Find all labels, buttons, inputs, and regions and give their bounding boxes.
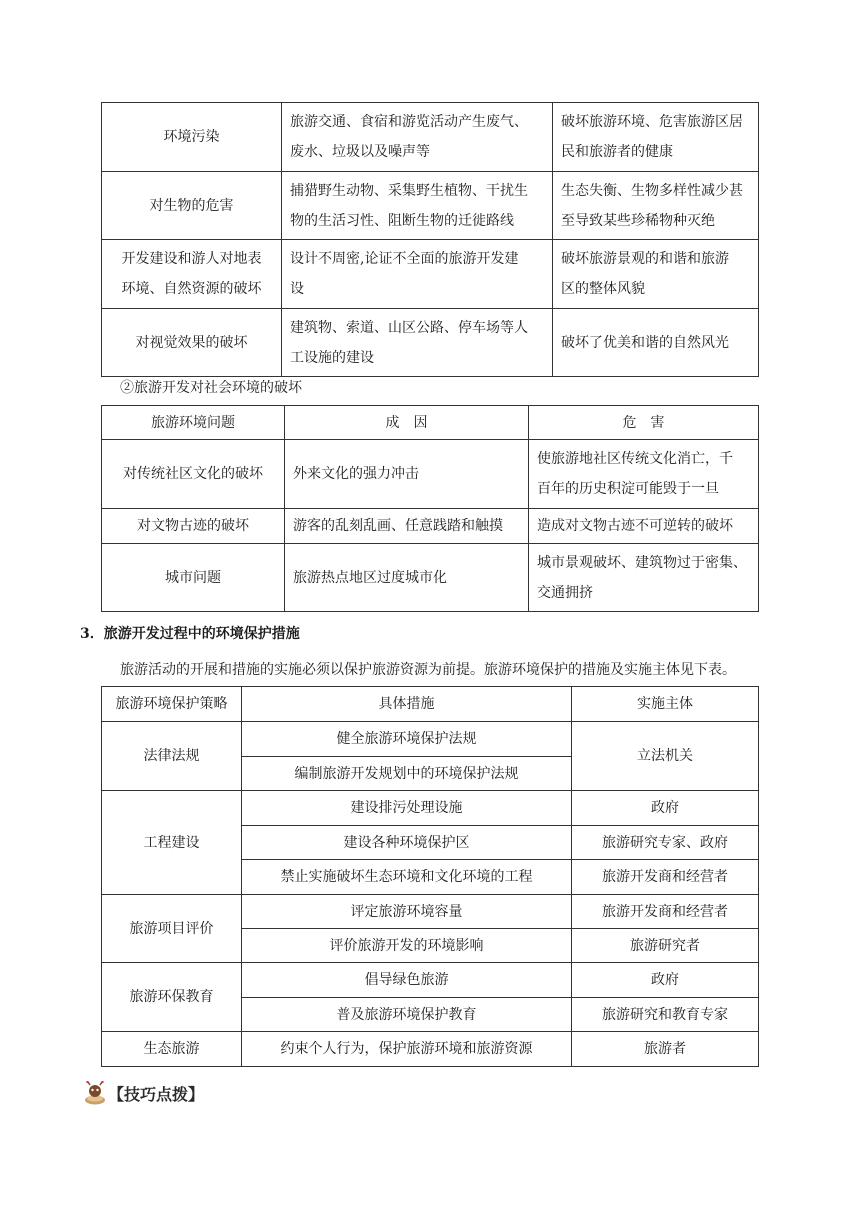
table-header-row [102, 687, 759, 722]
problem-cell: 开发建设和游人对地表 环境、自然资源的破坏 [102, 240, 282, 309]
column-header: 实施主体 [572, 687, 759, 722]
tips-label: 【技巧点拨】 [108, 1084, 205, 1104]
harm-cell: 破坏了优美和谐的自然风光 [553, 309, 759, 377]
table-row [102, 722, 759, 757]
measure-cell: 普及旅游环境保护教育 [242, 998, 572, 1032]
cause-cell: 设计不周密,论证不全面的旅游开发建 设 [282, 240, 553, 309]
tips-section [84, 1079, 204, 1107]
table-row [102, 1032, 759, 1067]
subject-cell: 立法机关 [572, 722, 759, 791]
problem-cell: 环境污染 [102, 103, 282, 172]
harm-cell: 造成对文物古迹不可逆转的破坏 [529, 509, 759, 544]
social-environment-table [101, 405, 759, 612]
column-header: 成 因 [285, 406, 529, 440]
cause-cell: 捕猎野生动物、采集野生植物、干扰生 物的生活习性、阻断生物的迁徙路线 [282, 172, 553, 240]
cause-cell: 外来文化的强力冲击 [285, 440, 529, 509]
cause-cell: 旅游热点地区过度城市化 [285, 544, 529, 612]
table-row [102, 963, 759, 998]
table-header-row [102, 406, 759, 440]
subject-cell: 旅游研究和教育专家 [572, 998, 759, 1032]
measure-cell: 约束个人行为，保护旅游环境和旅游资源 [242, 1032, 572, 1067]
table-row [102, 240, 759, 309]
section-caption: ②旅游开发对社会环境的破坏 [120, 380, 302, 396]
table-row [102, 309, 759, 377]
table-row [102, 895, 759, 929]
strategy-cell: 法律法规 [102, 722, 242, 791]
subject-cell: 政府 [572, 963, 759, 998]
subject-cell: 旅游开发商和经营者 [572, 860, 759, 895]
harm-cell: 生态失衡、生物多样性减少甚 至导致某些珍稀物种灭绝 [553, 172, 759, 240]
column-header: 旅游环境问题 [102, 406, 285, 440]
table-row [102, 791, 759, 826]
subject-cell: 政府 [572, 791, 759, 826]
column-header: 危 害 [529, 406, 759, 440]
section-heading: 3．旅游开发过程中的环境保护措施 [80, 626, 300, 642]
natural-environment-table [101, 102, 759, 377]
problem-cell: 对视觉效果的破坏 [102, 309, 282, 377]
problem-cell: 城市问题 [102, 544, 285, 612]
protection-measures-table [101, 686, 759, 1067]
tips-icon [84, 1081, 106, 1105]
column-header: 旅游环境保护策略 [102, 687, 242, 722]
measure-cell: 建设各种环境保护区 [242, 826, 572, 860]
problem-cell: 对文物古迹的破坏 [102, 509, 285, 544]
table-row [102, 544, 759, 612]
measure-cell: 评定旅游环境容量 [242, 895, 572, 929]
subject-cell: 旅游者 [572, 1032, 759, 1067]
strategy-cell: 生态旅游 [102, 1032, 242, 1067]
measure-cell: 倡导绿色旅游 [242, 963, 572, 998]
table-row [102, 440, 759, 509]
subject-cell: 旅游研究专家、政府 [572, 826, 759, 860]
subject-cell: 旅游开发商和经营者 [572, 895, 759, 929]
measure-cell: 健全旅游环境保护法规 [242, 722, 572, 757]
measure-cell: 禁止实施破坏生态环境和文化环境的工程 [242, 860, 572, 895]
table-row [102, 103, 759, 172]
table-row [102, 172, 759, 240]
cause-cell: 建筑物、索道、山区公路、停车场等人 工设施的建设 [282, 309, 553, 377]
harm-cell: 破坏旅游环境、危害旅游区居 民和旅游者的健康 [553, 103, 759, 172]
harm-cell: 使旅游地社区传统文化消亡，千 百年的历史积淀可能毁于一旦 [529, 440, 759, 509]
cause-cell: 旅游交通、食宿和游览活动产生废气、 废水、垃圾以及噪声等 [282, 103, 553, 172]
measure-cell: 建设排污处理设施 [242, 791, 572, 826]
harm-cell: 破坏旅游景观的和谐和旅游 区的整体风貌 [553, 240, 759, 309]
problem-cell: 对传统社区文化的破坏 [102, 440, 285, 509]
problem-cell: 对生物的危害 [102, 172, 282, 240]
subject-cell: 旅游研究者 [572, 929, 759, 963]
cause-cell: 游客的乱刻乱画、任意践踏和触摸 [285, 509, 529, 544]
strategy-cell: 旅游项目评价 [102, 895, 242, 963]
table-row [102, 509, 759, 544]
measure-cell: 编制旅游开发规划中的环境保护法规 [242, 757, 572, 791]
measure-cell: 评价旅游开发的环境影响 [242, 929, 572, 963]
section-intro: 旅游活动的开展和措施的实施必须以保护旅游资源为前提。旅游环境保护的措施及实施主体见下表。 [120, 662, 736, 678]
strategy-cell: 工程建设 [102, 791, 242, 895]
harm-cell: 城市景观破坏、建筑物过于密集、 交通拥挤 [529, 544, 759, 612]
column-header: 具体措施 [242, 687, 572, 722]
strategy-cell: 旅游环保教育 [102, 963, 242, 1032]
